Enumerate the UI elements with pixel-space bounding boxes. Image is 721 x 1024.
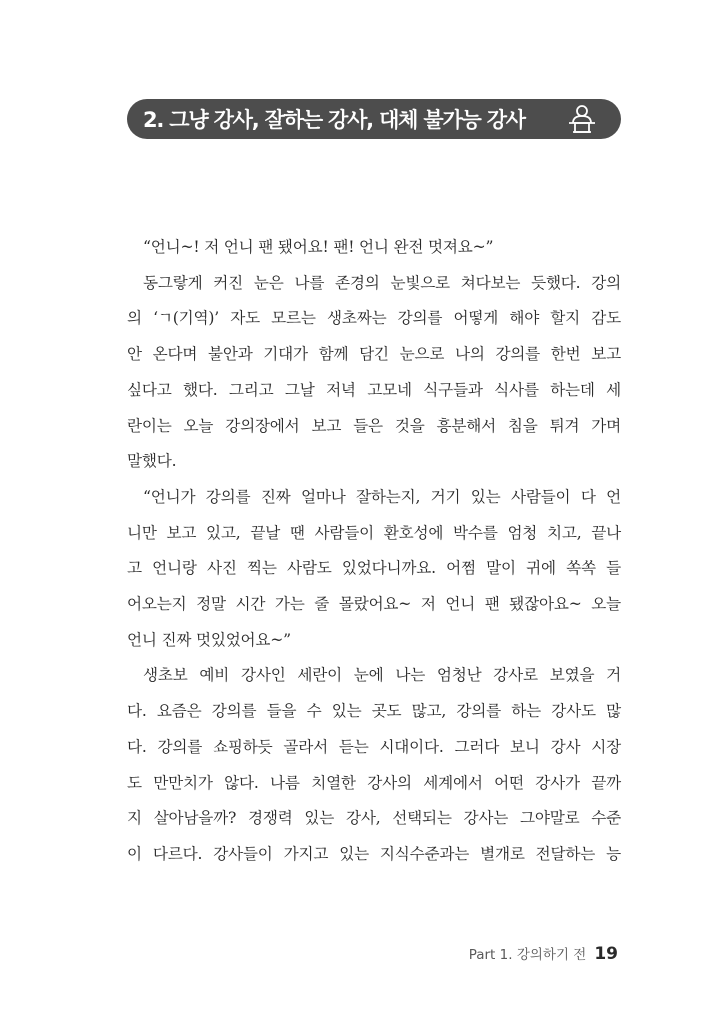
paragraph-line: 언니 진짜 멋있었어요~” (127, 630, 291, 649)
paragraph-line: 고 언니랑 사진 찍는 사람도 있었다니까요. 어쩜 말이 귀에 쏙쏙 들 (127, 559, 621, 578)
paragraph-line: “언니~! 저 언니 팬 됐어요! 팬! 언니 완전 멋져요~” (143, 238, 494, 256)
paragraph-line: 도 만만치가 않다. 나름 치열한 강사의 세계에서 어떤 강사가 끝까 (127, 773, 621, 792)
paragraph-line: 어오는지 정말 시간 가는 줄 몰랐어요~ 저 언니 팬 됐잖아요~ 오늘 (127, 595, 621, 614)
page-footer (469, 943, 618, 964)
running-footer-label: Part 1. 강의하기 전 (468, 947, 587, 963)
paragraph-line: 란이는 오늘 강의장에서 보고 들은 것을 흥분해서 침을 튀겨 가며 (127, 416, 621, 435)
lecturer-at-podium-icon (565, 103, 599, 135)
paragraph-line: 안 온다며 불안과 기대가 함께 담긴 눈으로 나의 강의를 한번 보고 (127, 345, 621, 364)
paragraph-line: 이 다르다. 강사들이 가지고 있는 지식수준과는 별개로 전달하는 능 (127, 844, 621, 863)
section-title: 2. 그냥 강사, 잘하는 강사, 대체 불가능 강사 (143, 108, 525, 132)
paragraph (127, 658, 621, 872)
paragraph-line: 싶다고 했다. 그리고 그날 저녁 고모네 식구들과 식사를 하는데 세 (127, 380, 621, 399)
paragraph-line: 다. 요즘은 강의를 들을 수 있는 곳도 많고, 강의를 하는 강사도 많 (127, 702, 621, 721)
page-number: 19 (594, 944, 618, 964)
paragraph (127, 266, 621, 480)
paragraph-line: 말했다. (127, 452, 177, 471)
paragraph-line: 다. 강의를 쇼핑하듯 골라서 듣는 시대이다. 그러다 보니 강사 시장 (127, 737, 621, 756)
paragraph-line: 동그랗게 커진 눈은 나를 존경의 눈빛으로 쳐다보는 듯했다. 강의 (143, 273, 621, 292)
paragraph (127, 230, 621, 266)
paragraph-line: 의 ‘ㄱ(기역)’ 자도 모르는 생초짜는 강의를 어떻게 해야 할지 감도 (127, 309, 621, 328)
paragraph-line: 지 살아남을까? 경쟁력 있는 강사, 선택되는 강사는 그야말로 수준 (127, 809, 621, 828)
paragraph (127, 480, 621, 659)
paragraph-line: “언니가 강의를 진짜 얼마나 잘하는지, 거기 있는 사람들이 다 언 (143, 487, 621, 506)
paragraph-line: 니만 보고 있고, 끝날 땐 사람들이 환호성에 박수를 엄청 치고, 끝나 (127, 523, 621, 542)
section-header-bar (127, 99, 621, 139)
paragraph-line: 생초보 예비 강사인 세란이 눈에 나는 엄청난 강사로 보였을 거 (143, 666, 621, 685)
body-text (127, 230, 621, 873)
